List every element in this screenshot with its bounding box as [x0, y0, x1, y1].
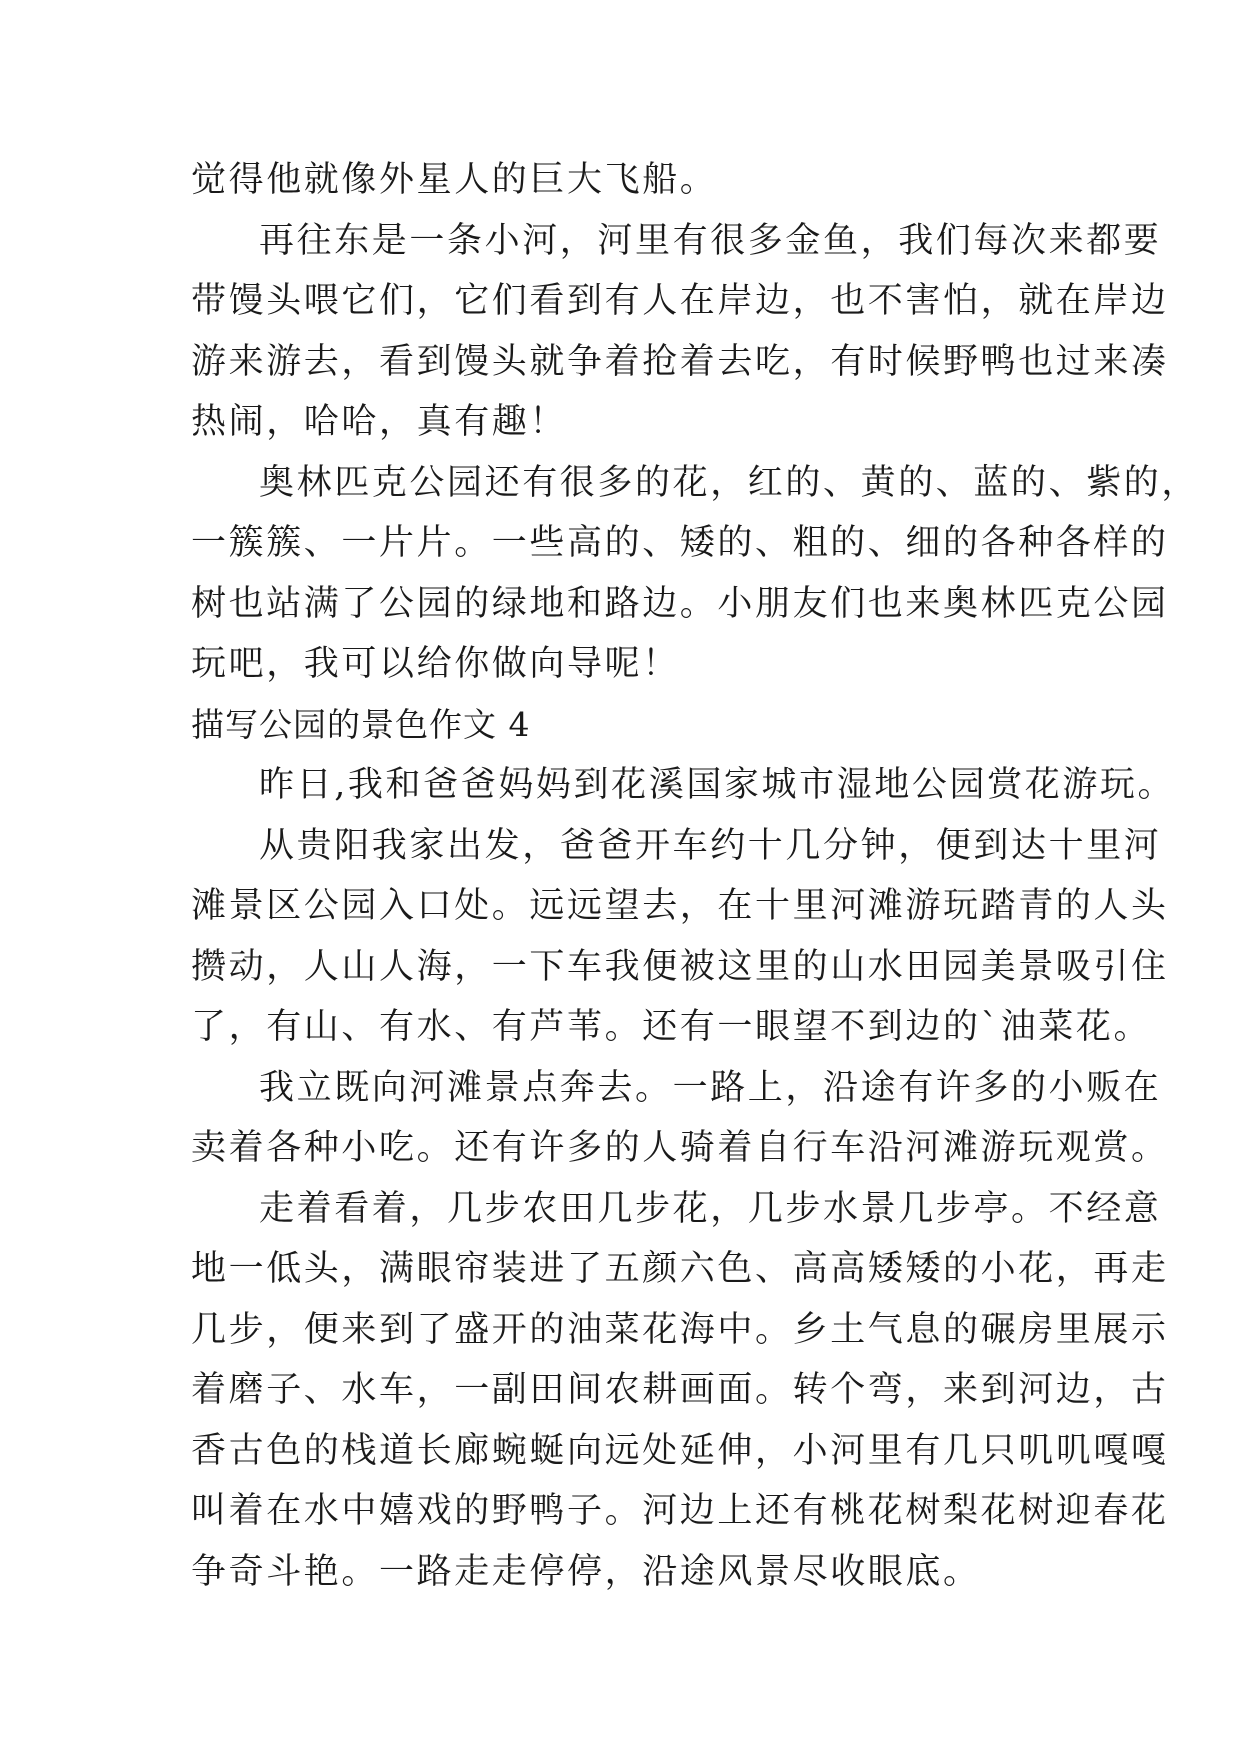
text-line: 昨日,我和爸爸妈妈到花溪国家城市湿地公园赏花游玩。 [259, 765, 1176, 805]
text-line: 几步，便来到了盛开的油菜花海中。乡土气息的碾房里展示 [191, 1309, 1169, 1350]
text-line: 着磨子、水车，一副田间农耕画面。转个弯，来到河边，古 [191, 1370, 1169, 1410]
text-line: 一簇簇、一片片。一些高的、矮的、粗的、细的各种各样的 [191, 523, 1169, 563]
text-line: 滩景区公园入口处。远远望去，在十里河滩游玩踏青的人头 [191, 886, 1169, 926]
document-page [191, 150, 1200, 1602]
text-line: 攒动，人山人海，一下车我便被这里的山水田园美景吸引住 [191, 946, 1169, 987]
text-line: 热闹，哈哈，真有趣！ [191, 402, 568, 442]
text-line: 觉得他就像外星人的巨大飞船。 [191, 160, 718, 200]
section-heading: 描写公园的景色作文 4 [191, 704, 531, 744]
text-line: 卖着各种小吃。还有许多的人骑着自行车沿河滩游玩观赏。 [191, 1128, 1169, 1168]
text-line: 游来游去，看到馒头就争着抢着去吃，有时候野鸭也过来凑 [191, 341, 1169, 382]
text-line: 叫着在水中嬉戏的野鸭子。河边上还有桃花树梨花树迎春花 [191, 1491, 1169, 1531]
text-line: 争奇斗艳。一路走走停停，沿途风景尽收眼底。 [191, 1551, 981, 1592]
text-line: 了，有山、有水、有芦苇。还有一眼望不到边的`油菜花。 [191, 1007, 1152, 1047]
text-line: 香古色的栈道长廊蜿蜒向远处延伸，小河里有几只叽叽嘎嘎 [191, 1430, 1169, 1471]
text-line: 我立既向河滩景点奔去。一路上，沿途有许多的小贩在 [259, 1067, 1162, 1108]
text-line: 再往东是一条小河，河里有很多金鱼，我们每次来都要 [259, 220, 1162, 261]
text-line: 走着看着，几步农田几步花，几步水景几步亭。不经意 [259, 1188, 1162, 1229]
text-line: 树也站满了公园的绿地和路边。小朋友们也来奥林匹克公园 [191, 583, 1169, 624]
text-line: 从贵阳我家出发，爸爸开车约十几分钟，便到达十里河 [259, 825, 1162, 866]
text-line: 地一低头，满眼帘装进了五颜六色、高高矮矮的小花，再走 [191, 1249, 1169, 1289]
text-line: 带馒头喂它们，它们看到有人在岸边，也不害怕，就在岸边 [191, 281, 1169, 321]
text-line: 玩吧，我可以给你做向导呢！ [191, 644, 680, 684]
text-line: 奥林匹克公园还有很多的花，红的、黄的、蓝的、紫的， [259, 462, 1200, 503]
